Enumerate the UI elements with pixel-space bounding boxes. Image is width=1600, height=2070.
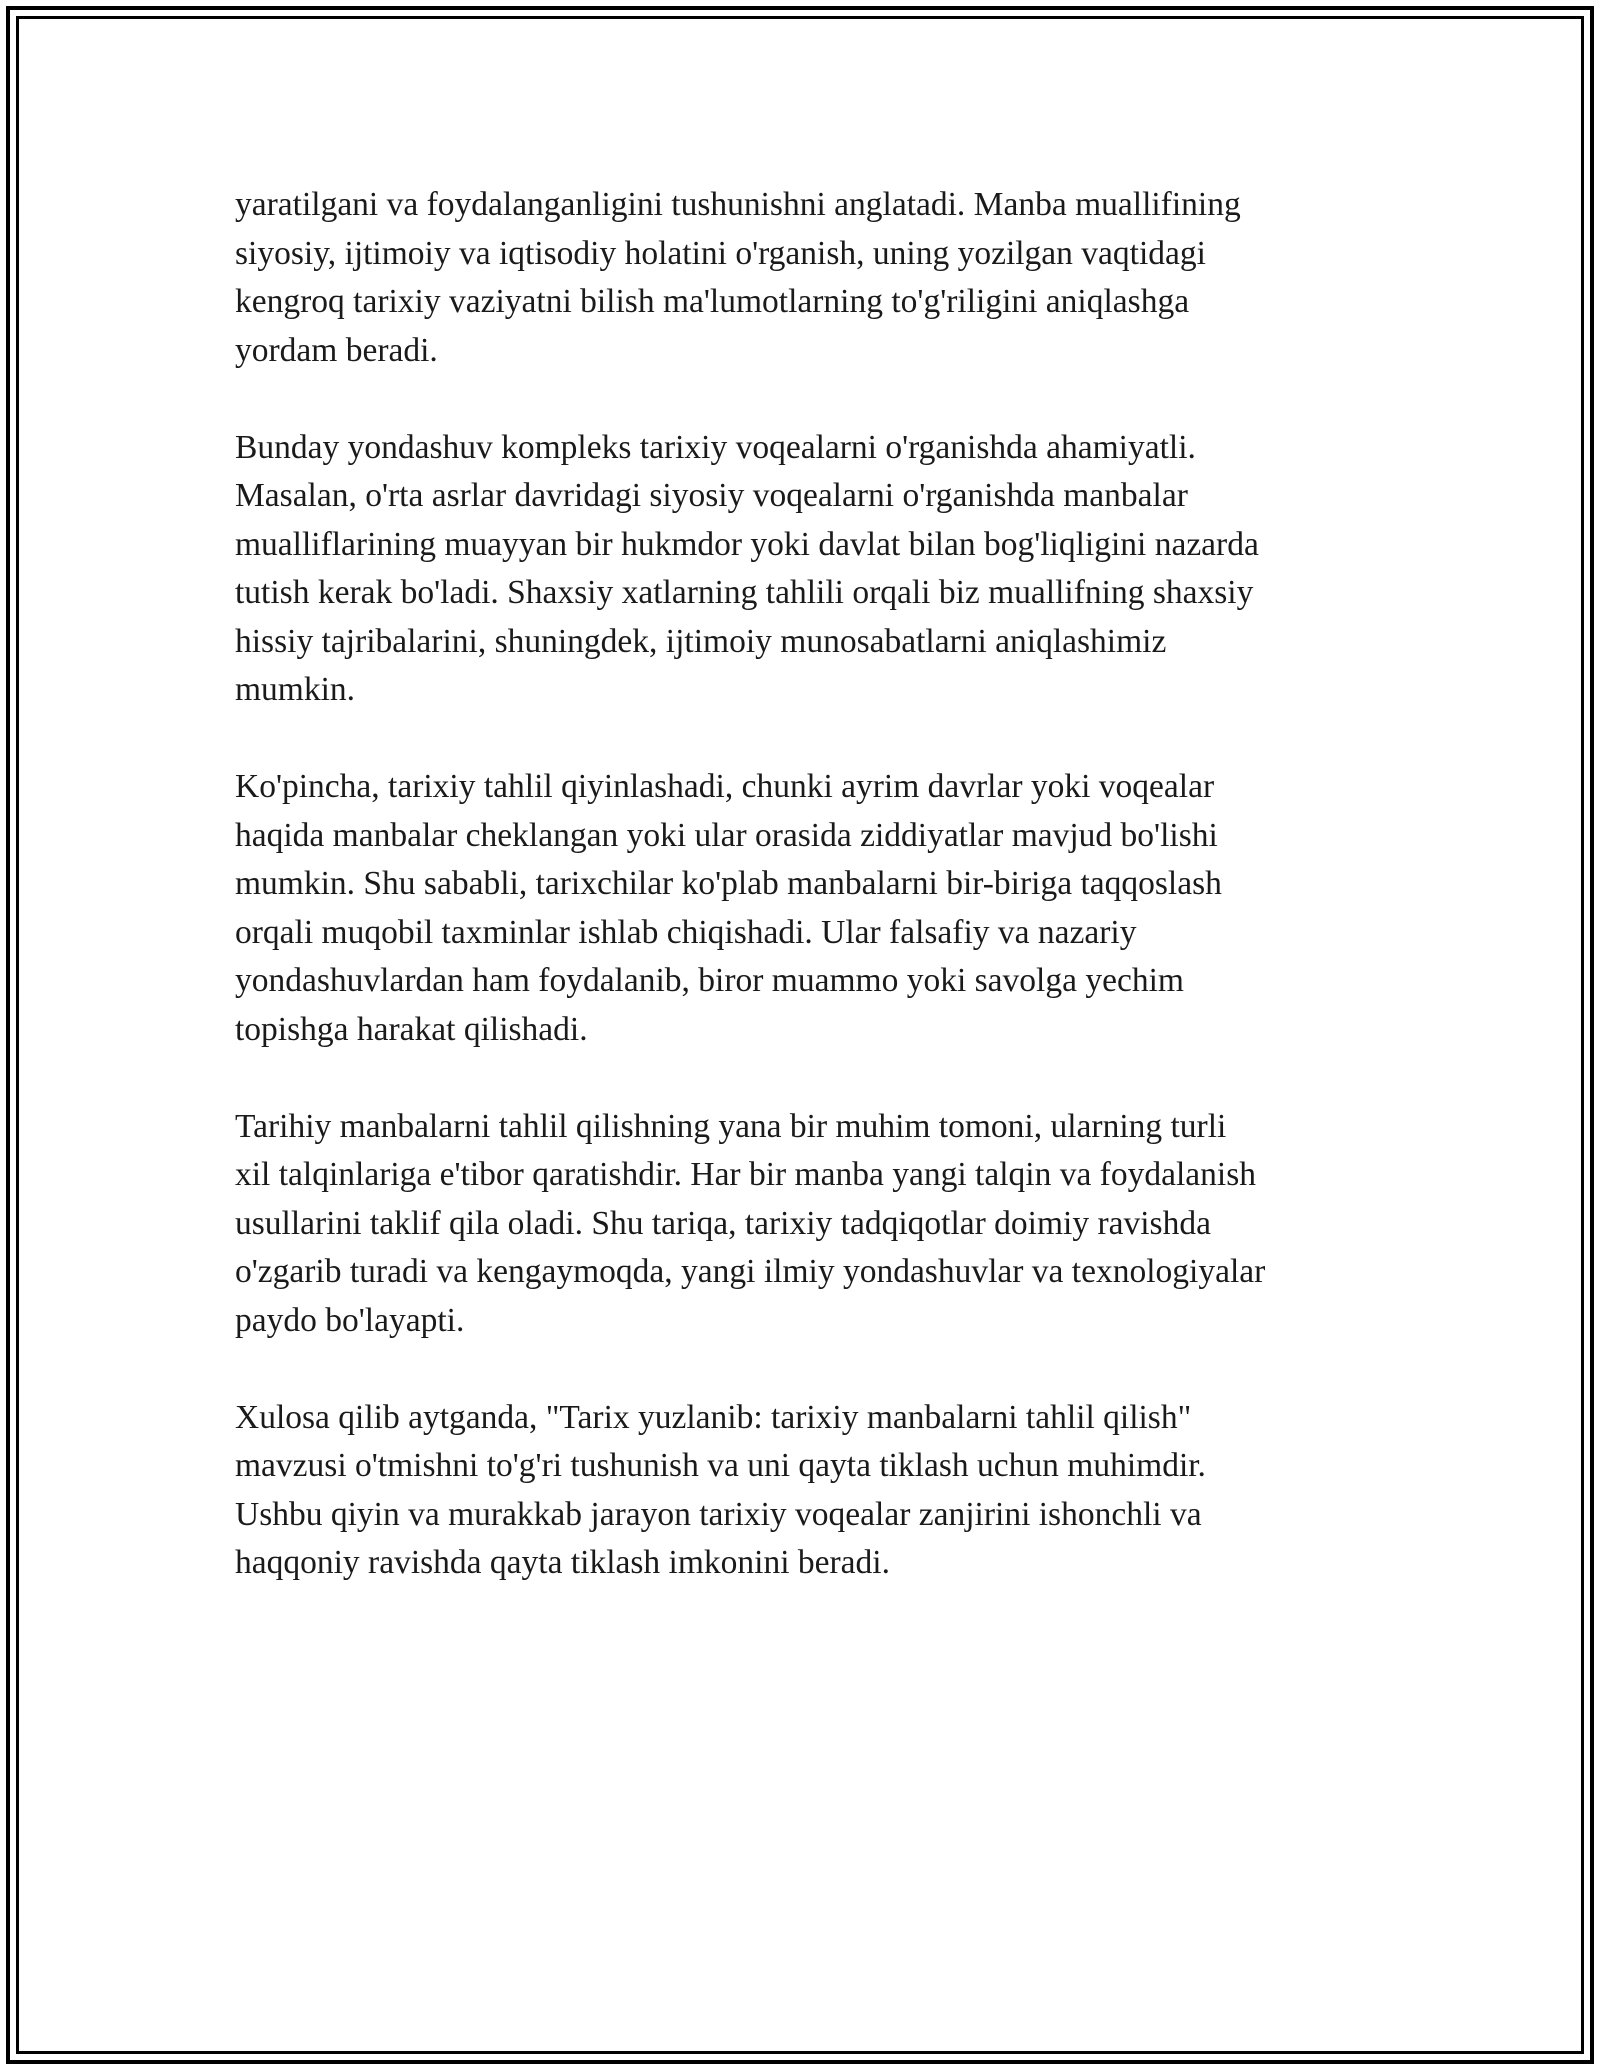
text-line: o'zgarib turadi va kengaymoqda, yangi ilmiy yondashuvlar va texnologiyalar (235, 1253, 1266, 1290)
text-line: hissiy tajribalarini, shuningdek, ijtimoiy munosabatlarni aniqlashimiz (235, 622, 1167, 660)
text-line: haqida manbalar cheklangan yoki ular orasida ziddiyatlar mavjud bo'lishi (235, 816, 1218, 854)
paragraph-3 (235, 763, 1375, 1054)
paragraph-5 (235, 1394, 1375, 1588)
text-line: siyosiy, ijtimoiy va iqtisodiy holatini o'rganish, uning yozilgan vaqtidagi (235, 234, 1206, 272)
text-line: yondashuvlardan ham foydalanib, biror muammo yoki savolga yechim (235, 962, 1184, 999)
text-line: kengroq tarixiy vaziyatni bilish ma'lumotlarning to'g'riligini aniqlashga (235, 283, 1190, 320)
text-line: xil talqinlariga e'tibor qaratishdir. Har bir manba yangi talqin va foydalanish (235, 1156, 1256, 1193)
text-line: yordam beradi. (235, 331, 438, 369)
text-line: topishga harakat qilishadi. (235, 1010, 588, 1048)
paragraph-1 (235, 181, 1375, 375)
text-line: mumkin. (235, 671, 356, 708)
text-line: mavzusi o'tmishni to'g'ri tushunish va uni qayta tiklash uchun muhimdir. (235, 1447, 1206, 1484)
text-line: Bunday yondashuv kompleks tarixiy voqealarni o'rganishda ahamiyatli. (235, 428, 1196, 466)
text-line: paydo bo'layapti. (235, 1301, 465, 1339)
text-line: tutish kerak bo'ladi. Shaxsiy xatlarning tahlili orqali biz muallifning shaxsiy (235, 574, 1254, 611)
text-line: mualliflarining muayyan bir hukmdor yoki davlat bilan bog'liqligini nazarda (235, 525, 1259, 563)
text-line: usullarini taklif qila oladi. Shu tariqa, tarixiy tadqiqotlar doimiy ravishda (235, 1204, 1211, 1242)
text-line: mumkin. Shu sababli, tarixchilar ko'plab manbalarni bir-biriga taqqoslash (235, 865, 1222, 902)
paragraph-2 (235, 424, 1375, 715)
text-line: yaratilgani va foydalanganligini tushunishni anglatadi. Manba muallifining (235, 186, 1241, 223)
text-line: Ko'pincha, tarixiy tahlil qiyinlashadi, chunki ayrim davrlar yoki voqealar (235, 768, 1215, 805)
text-line: Ushbu qiyin va murakkab jarayon tarixiy voqealar zanjirini ishonchli va (235, 1495, 1202, 1533)
text-line: orqali muqobil taxminlar ishlab chiqishadi. Ular falsafiy va nazariy (235, 913, 1137, 951)
paragraph-4 (235, 1103, 1375, 1346)
text-line: haqqoniy ravishda qayta tiklash imkonini beradi. (235, 1544, 890, 1581)
text-line: Xulosa qilib aytganda, "Tarix yuzlanib: tarixiy manbalarni tahlil qilish" (235, 1398, 1192, 1436)
document-body (235, 181, 1375, 1636)
text-line: Tarihiy manbalarni tahlil qilishning yana bir muhim tomoni, ularning turli (235, 1107, 1227, 1145)
text-line: Masalan, o'rta asrlar davridagi siyosiy voqealarni o'rganishda manbalar (235, 477, 1188, 514)
